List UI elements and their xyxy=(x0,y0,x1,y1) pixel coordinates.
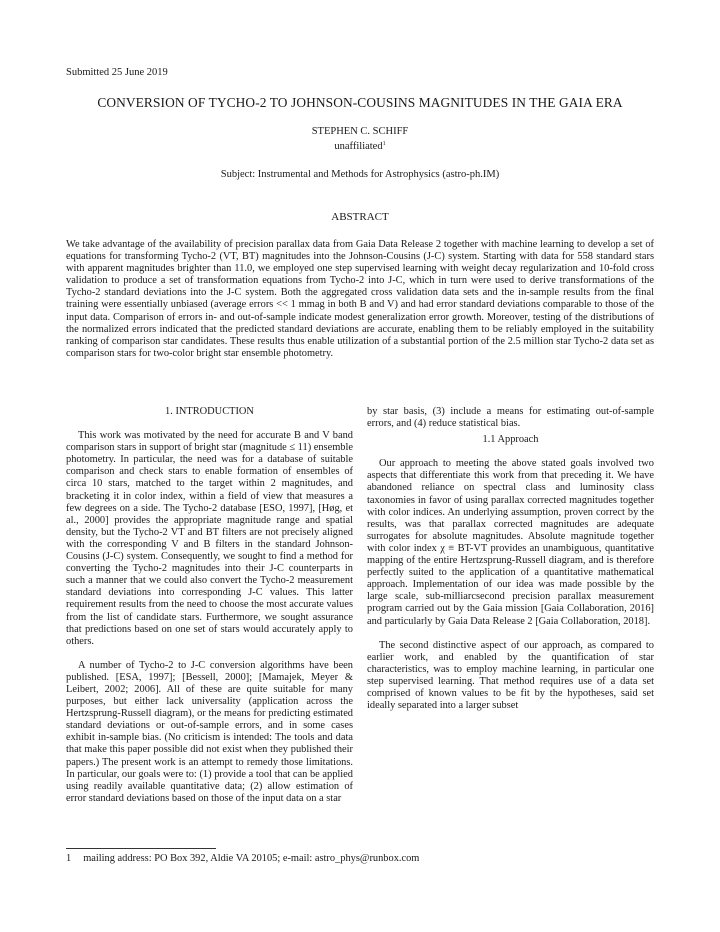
intro-paragraph-1: This work was motivated by the need for accurate B and V band comparison stars in support of bright star (magnitude ≤ 11) ensemble photometry. In particular, the need was for a database of suitable comparison and check stars to enable formation of ensembles of circa 10 stars, matched to the target within 2 magnitudes, and bracketing it in color index, within a field of view that measures a few degrees on a side. The Tycho-2 database [ESO, 1997], [Høg, et al., 2000] provides the appropriate magnitude range and spatial density, but the Tycho-2 VT and BT filters are not precisely aligned with the corresponding V and B filters in the standard Johnson-Cousins (J-C) system. Consequently, we sought to find a method for converting the Tycho-2 magnitudes into their J-C counterparts in such a manner that we could also convert the Tycho-2 measurement standard deviations into corresponding J-C values. This latter requirement results from the need to choose the most accurate values from the list of candidate stars. Furthermore, we sought assurance that predictions based on one set of stars would accurately apply to others. xyxy=(66,430,353,647)
approach-paragraph-2: The second distinctive aspect of our approach, as compared to earlier work, and enabled by the quantification of star characteristics, was to employ machine learning, in particular one step supervised learning. That method requires use of a data set comprised of known values to be fit by the hypotheses, said set ideally separated into a larger subset xyxy=(367,639,654,712)
footnote-divider xyxy=(66,848,216,849)
submission-date: Submitted 25 June 2019 xyxy=(66,67,168,78)
subject-line: Subject: Instrumental and Methods for Astrophysics (astro-ph.IM) xyxy=(220,169,500,180)
footnote-marker: 1 xyxy=(382,141,386,147)
footnote xyxy=(66,853,419,864)
approach-paragraph-1: Our approach to meeting the above stated goals involved two aspects that differentiate this work from that preceding it. We have abandoned reliance on spectral class and luminosity class taxonomies in favor of using parallax corrected magnitudes together with color indices. An underlying assumption, proven correct by the results, was that parallax corrected magnitudes are adequate surrogates for absolute magnitudes. Absolute magnitude together with color index χ ≡ BT-VT provides an unambiguous, quantitative mapping of the entire Hertzsprung-Russell diagram, and is therefore perfectly suited to the application of a quantitative mathematical approach. Implementation of our idea was made possible by the large scale, sub-milliarcsecond precision parallax measurement program carried out by the Gaia mission [Gaia Collaboration, 2016] and particularly by Gaia Data Release 2 [Gaia Collaboration, 2018]. xyxy=(367,458,654,627)
author-name: STEPHEN C. SCHIFF xyxy=(311,126,409,137)
footnote-text: mailing address: PO Box 392, Aldie VA 20105; e-mail: astro_phys@runbox.com xyxy=(83,853,420,864)
intro-paragraph-2: A number of Tycho-2 to J-C conversion algorithms have been published. [ESA, 1997]; [Bessell, 2000]; [Mamajek, Meyer & Leibert, 2002; 2006]. All of these are quite suitable for many purposes, but either lack universality (application across the Hertzsprung-Russell diagram), or the means for predicting estimated standard deviations or out-of-sample errors, and in some cases exhibit in-sample bias. (No criticism is intended: The tools and data that make this paper possible did not exist when they published their papers.) The present work is an attempt to remedy those limitations. In particular, our goals were to: (1) provide a tool that can be applied using readily available quantitative data; (2) allow estimation of error standard deviations based on those of the input data on a star xyxy=(66,659,353,804)
abstract-text: We take advantage of the availability of precision parallax data from Gaia Data Release 2 together with machine learning to develop a set of equations for transforming Tycho-2 (VT, BT) magnitudes into the Johnson-Cousins (J-C) system. Starting with data for 558 standard stars with apparent magnitudes brighter than 11.0, we employed one step supervised learning with weight decay regularization and 10-fold cross validation to produce a set of transformation equations from Tycho-2 into J-C, which in turn were used to derive transformations of the Tycho-2 standard deviations into the J-C system. Both the aggregated cross validation data sets and the in-sample results from the final training were essentially unbiased (average errors << 1 mmag in both B and V) and had error standard deviations comparable to those of the input data. Comparison of errors in- and out-of-sample indicate modest generalization error growth. Moreover, testing of the distributions of the normalized errors indicated that the predicted standard deviations are accurate, enabling them to be reliably employed in the suitability ranking of comparison star candidates. These results thus enable utilization of a substantial portion of the 2.5 million star Tycho-2 data set as comparison stars for two-color bright star ensemble photometry. xyxy=(66,239,654,359)
footnote-number: 1 xyxy=(66,853,72,864)
section-heading-introduction: 1. INTRODUCTION xyxy=(165,406,254,417)
body-column-right xyxy=(367,406,654,712)
abstract-heading: ABSTRACT xyxy=(331,211,389,223)
body-column-left xyxy=(66,406,353,806)
author-affiliation xyxy=(0,141,720,152)
intro-paragraph-2-continued: by star basis, (3) include a means for estimating out-of-sample errors, and (4) reduce statistical bias. xyxy=(367,406,654,430)
affiliation-text: unaffiliated xyxy=(334,141,383,152)
paper-title: CONVERSION OF TYCHO-2 TO JOHNSON-COUSINS MAGNITUDES IN THE GAIA ERA xyxy=(97,95,623,110)
section-heading-approach: 1.1 Approach xyxy=(482,434,539,446)
